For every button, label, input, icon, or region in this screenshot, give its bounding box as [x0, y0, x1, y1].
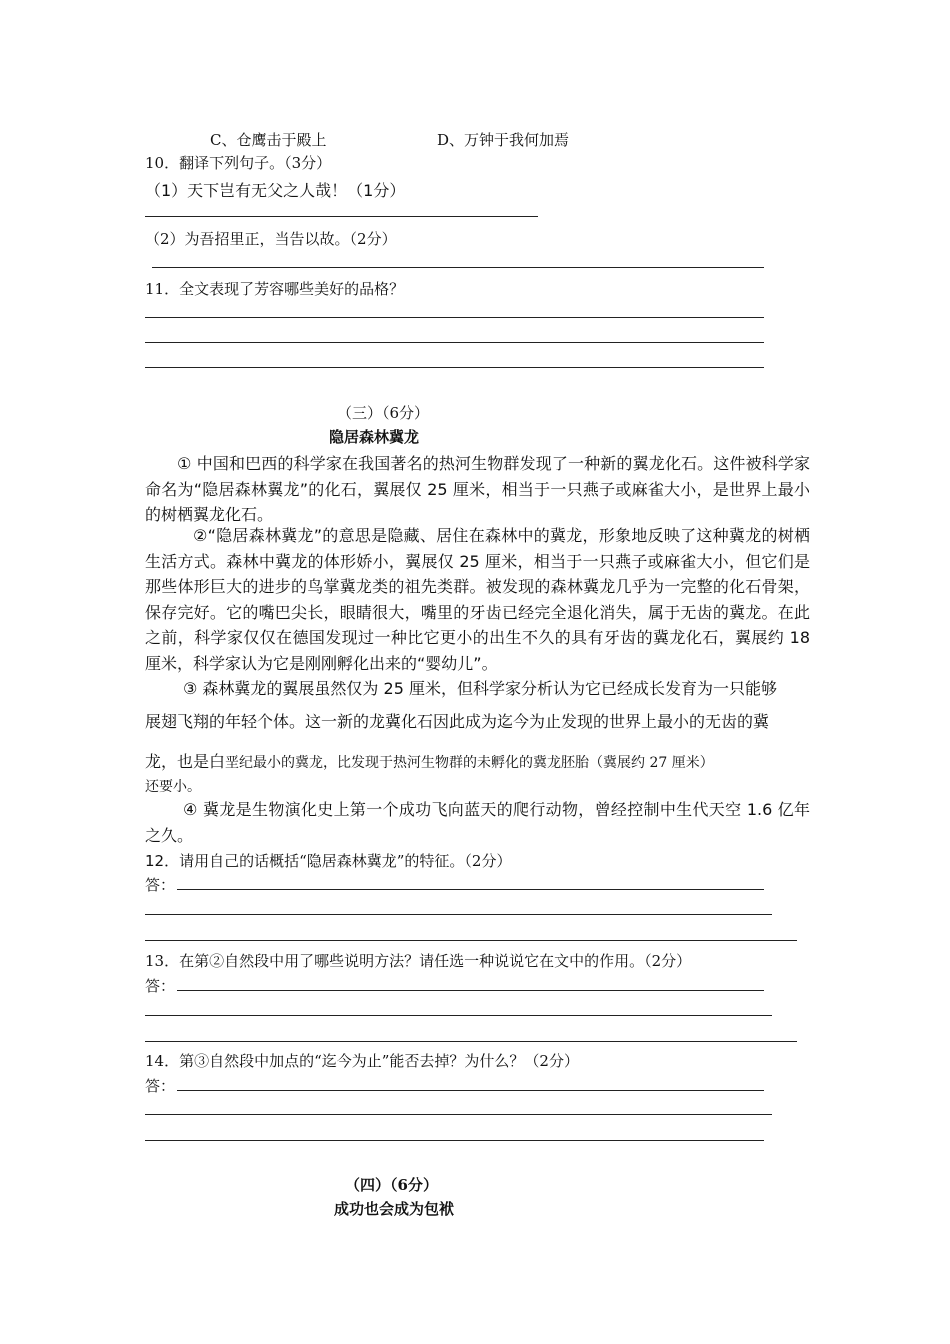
- q13-answer-line-3: [145, 1041, 797, 1042]
- q12-title-rest: “隐居森林冀龙”的特征。（2分）: [299, 852, 512, 870]
- q13-answer-line-2: [145, 1015, 772, 1016]
- q11-answer-line-2: [145, 342, 764, 343]
- paragraph-3-line-3: [145, 749, 714, 772]
- paragraph-4: ④ 冀龙是生物演化史上第一个成功飞向蓝天的爬行动物，曾经控制中生代天空 1.6 亿年之久。: [145, 800, 810, 845]
- paragraph-3-line-3-start: 龙，也是白: [145, 752, 226, 771]
- q10-answer-line-1: [145, 216, 538, 217]
- q10-sentence-1: （1）天下岂有无父之人哉！（1分）: [145, 181, 406, 200]
- q12-answer-label: 答：: [145, 876, 176, 894]
- paragraph-1: ① 中国和巴西的科学家在我国著名的热河生物群发现了一种新的翼龙化石。这件被科学家命名为“隐居森林翼龙”的化石，翼展仅 25 厘米，相当于一只燕子或麻雀大小，是世界上最小的树栖翼龙化石。: [145, 454, 810, 524]
- section4-title: 成功也会成为包袱: [334, 1200, 455, 1218]
- q14-answer-line-1: [177, 1090, 764, 1091]
- paragraph-3-line-4: 还要小。: [145, 779, 201, 795]
- q12-title-start: 12．请用自己的话概括: [145, 852, 300, 870]
- paragraph-3-line-1: ③ 森林冀龙的翼展虽然仅为 25 厘米，但科学家分析认为它已经成长发育为一只能够: [183, 679, 777, 698]
- q12-answer-line-2: [145, 914, 772, 915]
- paragraph-2: ②“隐居森林冀龙”的意思是隐藏、居住在森林中的冀龙，形象地反映了这种冀龙的树栖生活方式。森林中冀龙的体形娇小，翼展仅 25 厘米，相当于一只燕子或麻雀大小，但它们是那些体形巨大的进步的鸟掌冀龙类的祖先类群。被发现的森林冀龙几乎为一完整的化石骨架，保存完好。它的嘴巴尖长，眼睛很大，嘴里的牙齿已经完全退化消失，属于无齿的冀龙。在此之前，科学家仅仅在德国发现过一种比它更小的出生不久的具有牙齿的冀龙化石，翼展约 18 厘米，科学家认为它是刚刚孵化出来的“婴幼儿”。: [145, 526, 810, 673]
- q14-answer-label: 答：: [145, 1077, 176, 1095]
- section3-header: （三）（6分）: [337, 404, 430, 422]
- q12-title: [145, 850, 511, 871]
- q10-sentence-2: （2）为吾招里正，当告以故。（2分）: [145, 230, 397, 248]
- q12-answer-line-3: [145, 940, 797, 941]
- q14-answer-line-3: [145, 1140, 764, 1141]
- q10-answer-line-2: [152, 267, 764, 268]
- q14-title: 14．第③自然段中加点的“迄今为止”能否去掉？为什么？（2分）: [145, 1052, 579, 1070]
- q14-answer-line-2: [145, 1114, 772, 1115]
- paragraph-3-line-2: 展翅飞翔的年轻个体。这一新的龙冀化石因此成为迄今为止发现的世界上最小的无齿的冀: [145, 712, 770, 731]
- section4-header: （四）（6分）: [345, 1176, 438, 1194]
- section3-title: 隐居森林冀龙: [329, 428, 420, 446]
- q10-title: 10．翻译下列句子。（3分）: [145, 154, 332, 172]
- option-c: C、仓鹰击于殿上: [210, 131, 327, 149]
- q13-answer-line-1: [177, 990, 764, 991]
- q11-title: 11．全文表现了芳容哪些美好的品格？: [145, 280, 405, 298]
- q12-answer-line-1: [177, 889, 764, 890]
- option-d: D、万钟于我何加焉: [437, 131, 570, 149]
- paragraph-3-line-3-rest: 垩纪最小的冀龙，比发现于热河生物群的未孵化的冀龙胚胎（冀展约 27 厘米）: [225, 755, 714, 771]
- q13-title: 13．在第②自然段中用了哪些说明方法？请任选一种说说它在文中的作用。（2分）: [145, 952, 692, 970]
- q11-answer-line-3: [145, 367, 764, 368]
- q11-answer-line-1: [145, 317, 764, 318]
- q13-answer-label: 答：: [145, 977, 176, 995]
